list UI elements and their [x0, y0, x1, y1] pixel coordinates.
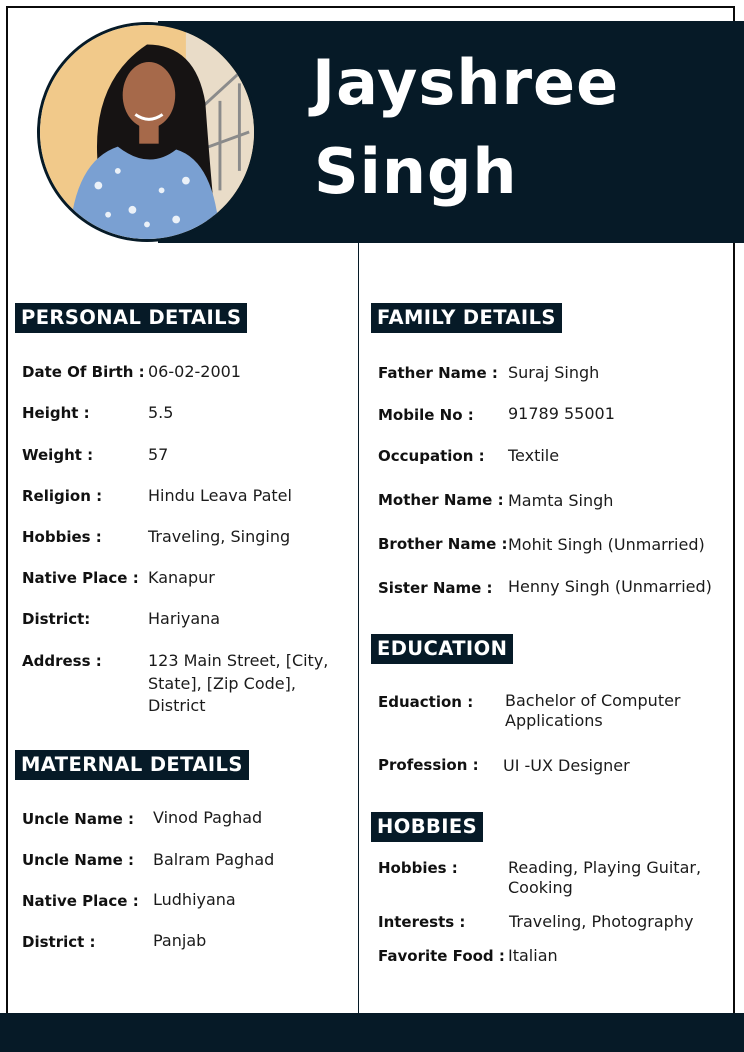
maternal-details-heading: MATERNAL DETAILS [15, 750, 249, 780]
religion-value: Hindu Leava Patel [148, 486, 292, 505]
mobile-value: 91789 55001 [508, 404, 615, 423]
maternal-district-value: Panjab [153, 931, 207, 950]
name-first: Jayshree [312, 46, 620, 119]
weight-value: 57 [148, 445, 169, 464]
brother-name-value: Mohit Singh (Unmarried) [508, 535, 705, 554]
brother-name-label: Brother Name : [378, 535, 508, 553]
family-details-heading: FAMILY DETAILS [371, 303, 562, 333]
favorite-food-value: Italian [508, 946, 558, 965]
height-value: 5.5 [148, 403, 174, 422]
hobbies-personal-label: Hobbies : [22, 528, 102, 546]
profession-label: Profession : [378, 756, 479, 774]
hobbies-value: Reading, Playing Guitar, Cooking [508, 858, 702, 897]
name-last: Singh [314, 135, 518, 208]
uncle-name-1-value: Vinod Paghad [153, 808, 263, 827]
sister-name-value: Henny Singh (Unmarried) [508, 577, 712, 596]
mobile-label: Mobile No : [378, 406, 474, 424]
profile-photo [37, 22, 257, 242]
occupation-value: Textile [508, 446, 560, 465]
height-label: Height : [22, 404, 90, 422]
maternal-district-label: District : [22, 933, 96, 951]
education-label: Eduaction : [378, 693, 474, 711]
education-value: Bachelor of Computer Applications [505, 691, 681, 730]
father-name-value: Suraj Singh [508, 363, 600, 382]
sister-name-label: Sister Name : [378, 579, 493, 597]
dob-label: Date Of Birth : [22, 363, 145, 381]
uncle-name-2-value: Balram Paghad [153, 850, 275, 869]
occupation-label: Occupation : [378, 447, 485, 465]
district-label: District: [22, 610, 91, 628]
religion-label: Religion : [22, 487, 103, 505]
dob-value: 06-02-2001 [148, 362, 241, 381]
uncle-name-2-label: Uncle Name : [22, 851, 134, 869]
maternal-native-place-label: Native Place : [22, 892, 139, 910]
personal-details-heading: PERSONAL DETAILS [15, 303, 247, 333]
profession-value: UI -UX Designer [503, 756, 630, 775]
footer-bar [0, 1013, 744, 1052]
interests-value: Traveling, Photography [509, 912, 694, 931]
district-value: Hariyana [148, 609, 221, 628]
mother-name-label: Mother Name : [378, 491, 504, 509]
hobbies-personal-value: Traveling, Singing [148, 527, 291, 546]
mother-name-value: Mamta Singh [508, 491, 614, 510]
hobbies-label: Hobbies : [378, 859, 458, 877]
father-name-label: Father Name : [378, 364, 498, 382]
address-value: 123 Main Street, [City, State], [Zip Code], District [148, 651, 329, 715]
education-heading: EDUCATION [371, 634, 513, 664]
maternal-native-place-value: Ludhiyana [153, 890, 236, 909]
interests-label: Interests : [378, 913, 466, 931]
weight-label: Weight : [22, 446, 94, 464]
hobbies-heading: HOBBIES [371, 812, 483, 842]
favorite-food-label: Favorite Food : [378, 947, 505, 965]
uncle-name-1-label: Uncle Name : [22, 810, 134, 828]
native-place-label: Native Place : [22, 569, 139, 587]
native-place-value: Kanapur [148, 568, 215, 587]
column-divider [358, 243, 359, 1013]
address-label: Address : [22, 652, 102, 670]
